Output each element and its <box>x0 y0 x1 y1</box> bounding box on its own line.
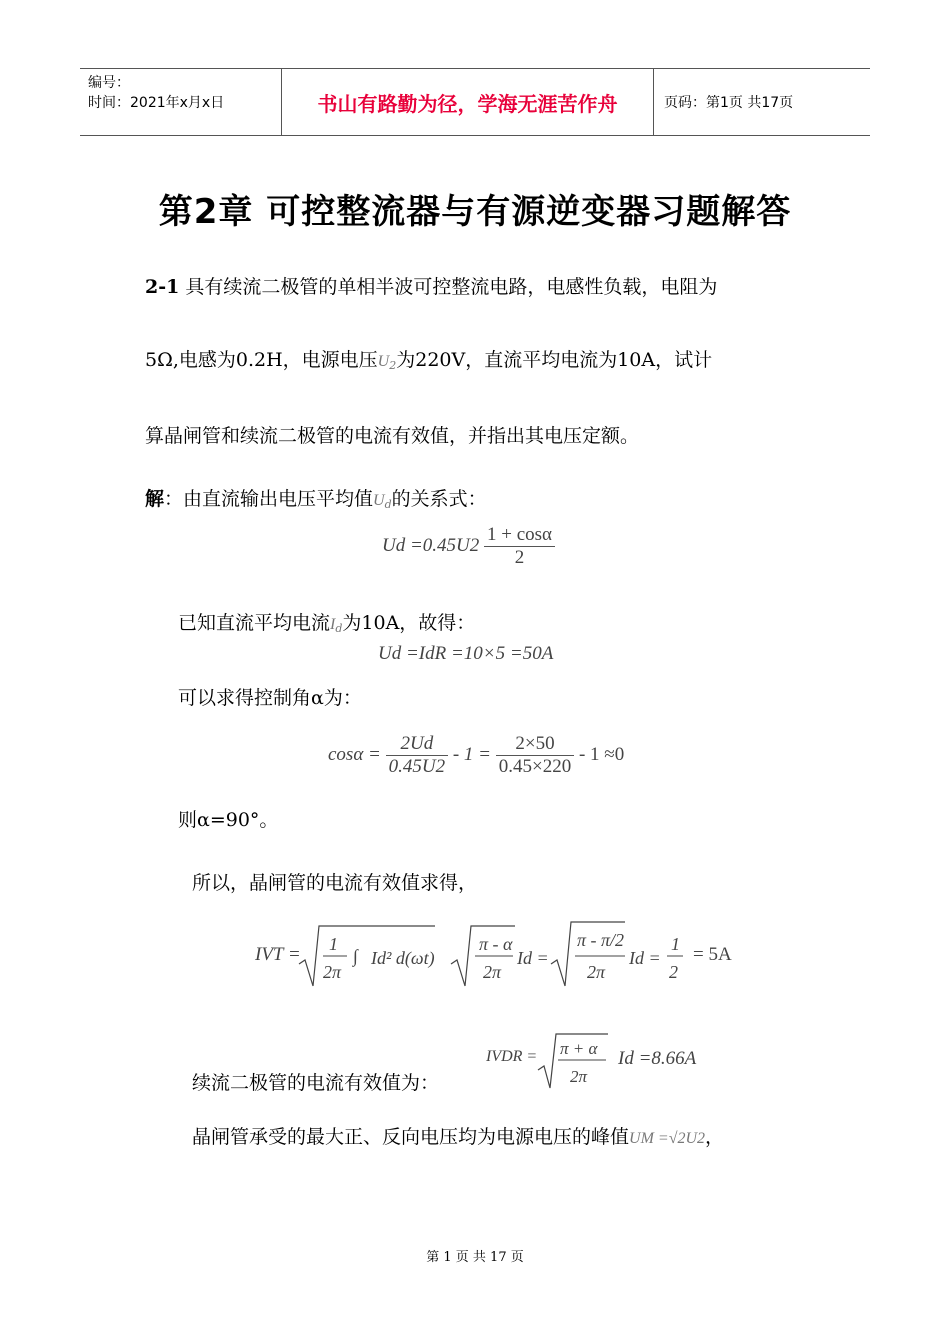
page-info: 页码：第1页 共17页 <box>664 95 794 111</box>
svg-text:2π: 2π <box>323 962 342 982</box>
svg-text:Id =: Id = <box>629 948 661 968</box>
var-ud-sub: d <box>384 498 392 511</box>
equation-cos <box>328 733 624 778</box>
equation-ivdr <box>486 1030 716 1090</box>
eq-cos-mid: - 1 = <box>452 743 492 765</box>
alpha-text: 可以求得控制角α为： <box>178 687 362 709</box>
eq-cos-f1-num: 2Ud <box>386 733 448 756</box>
solution-label: 解 <box>145 488 165 510</box>
svg-text:2π: 2π <box>483 962 502 982</box>
diode-text: 续流二极管的电流有效值为： <box>192 1072 440 1094</box>
eq-um: UM =√2U2 <box>629 1130 706 1147</box>
svg-text:2: 2 <box>669 962 678 982</box>
thyristor-text: 所以，晶闸管的电流有效值求得， <box>192 872 478 894</box>
problem-number: 2-1 <box>145 276 180 298</box>
eq-ud-num: 1 + cosα <box>484 524 555 547</box>
svg-text:1: 1 <box>671 934 680 954</box>
known-current-line <box>178 608 475 635</box>
eq-ivt-rhs: = 5A <box>693 944 732 965</box>
motto: 书山有路勤为径，学海无涯苦作舟 <box>281 69 654 135</box>
equation-ivt <box>255 918 755 990</box>
number-label: 编号： <box>88 75 130 91</box>
header-table <box>80 68 870 136</box>
known-b: 为10A，故得： <box>342 612 476 634</box>
eq-ivdr-rhs: Id =8.66A <box>618 1048 697 1069</box>
eq-ud-lhs: Ud =0.45U2 <box>382 534 480 556</box>
chapter-title: 第2章 可控整流器与有源逆变器习题解答 <box>158 192 792 232</box>
problem-line-3: 算晶闸管和续流二极管的电流有效值，并指出其电压定额。 <box>145 425 640 447</box>
problem-line-2b: 为220V，直流平均电流为10A，试计 <box>396 349 713 371</box>
eq-ud-den: 2 <box>514 547 525 568</box>
svg-text:2π: 2π <box>570 1067 588 1086</box>
header-left-cell <box>80 69 281 135</box>
problem-line-1 <box>145 272 717 299</box>
svg-text:Id² d(ωt): Id² d(ωt) <box>371 948 435 968</box>
eq-cos-frac2 <box>496 733 574 778</box>
solution-intro <box>145 484 487 511</box>
var-id-sub: d <box>335 622 343 635</box>
var-u2: U <box>377 353 390 370</box>
alpha-result: 则α=90°。 <box>178 809 279 831</box>
voltage-text <box>192 1122 724 1149</box>
eq-cos-f2-num: 2×50 <box>496 733 574 756</box>
svg-text:1: 1 <box>329 934 338 954</box>
page-footer: 第 1 页 共 17 页 <box>426 1250 524 1265</box>
eq-cos-f1-den: 0.45U2 <box>388 756 446 777</box>
svg-text:π + α: π + α <box>560 1039 598 1058</box>
voltage-text-b: ， <box>705 1126 725 1148</box>
eq-cos-rhs: - 1 ≈0 <box>578 743 625 765</box>
equation-ud <box>382 524 555 569</box>
svg-text:2π: 2π <box>587 962 606 982</box>
solution-intro-a: ：由直流输出电压平均值 <box>164 488 374 510</box>
problem-line-2a: 5Ω,电感为0.2H，电源电压 <box>145 349 378 371</box>
eq-cos-f2-den: 0.45×220 <box>498 756 572 777</box>
time-label: 时间：2021年x月x日 <box>88 95 225 111</box>
eq-ivt-lhs: IVT = <box>255 944 301 965</box>
eq-ivdr-radical <box>536 1030 616 1090</box>
eq-ud-fraction <box>484 524 555 569</box>
eq-cos-frac1 <box>386 733 448 778</box>
eq-cos-lhs: cosα = <box>328 743 381 765</box>
svg-text:π - α: π - α <box>479 934 513 954</box>
problem-line-2 <box>145 345 712 372</box>
known-a: 已知直流平均电流 <box>178 612 331 634</box>
voltage-text-a: 晶闸管承受的最大正、反向电压均为电源电压的峰值 <box>192 1126 630 1148</box>
svg-text:π - π/2: π - π/2 <box>577 930 625 950</box>
solution-intro-b: 的关系式： <box>391 488 487 510</box>
equation-ohm: Ud =IdR =10×5 =50A <box>378 643 554 664</box>
eq-ivdr-lhs: IVDR = <box>486 1048 538 1065</box>
var-u2-sub: 2 <box>389 359 397 372</box>
svg-text:∫: ∫ <box>353 946 358 966</box>
svg-text:Id =: Id = <box>517 948 549 968</box>
var-id: I <box>330 616 336 633</box>
problem-line-1-text: 具有续流二极管的单相半波可控整流电路，电感性负载，电阻为 <box>179 276 718 298</box>
var-ud: U <box>373 492 385 509</box>
eq-ivt-radicals <box>295 918 690 990</box>
